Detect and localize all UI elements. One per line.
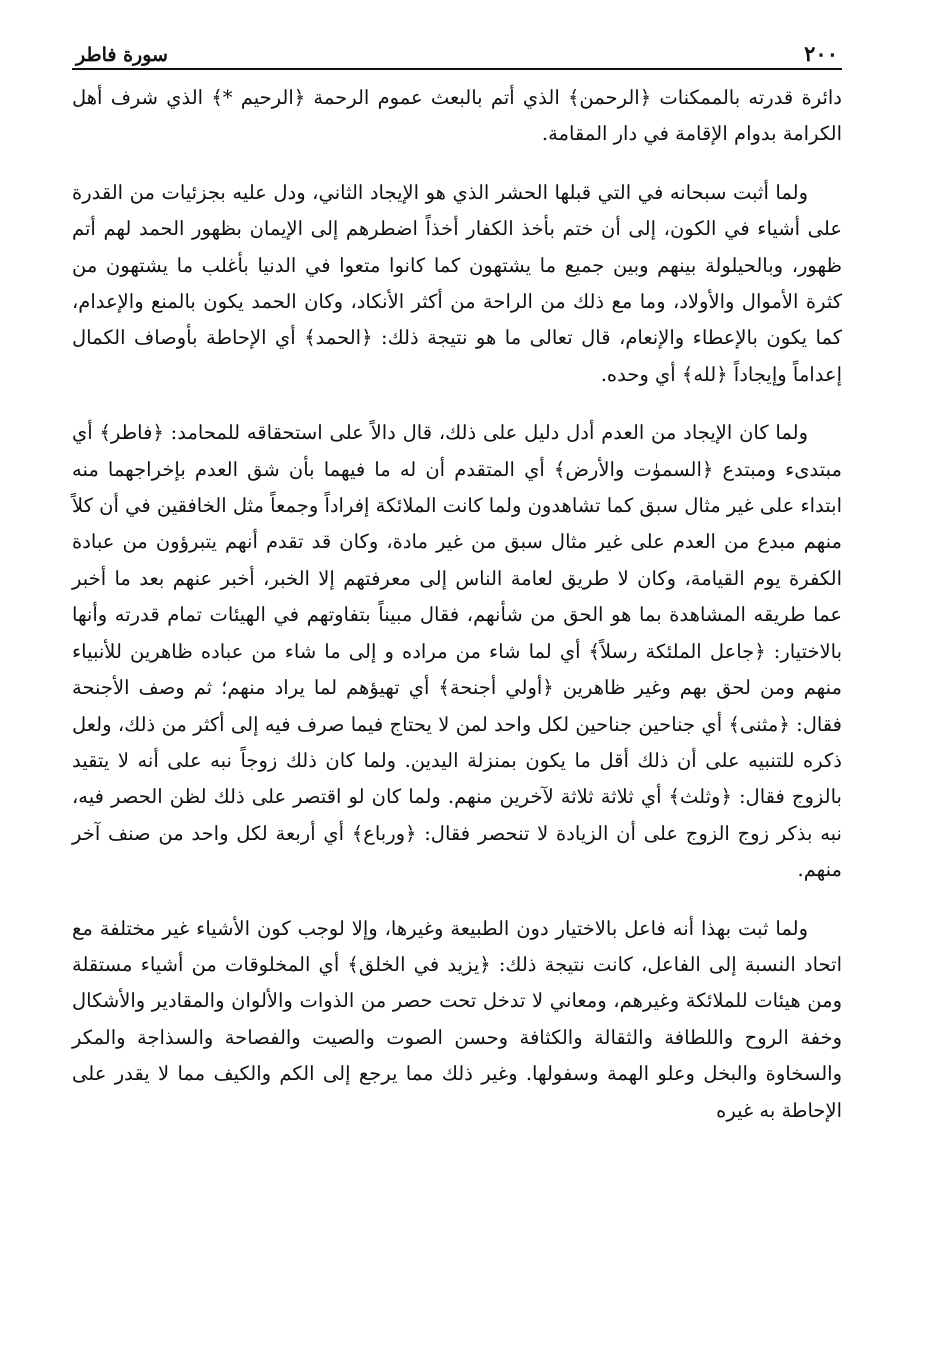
paragraph: ولما ثبت بهذا أنه فاعل بالاختيار دون الطبيعة وغيرها، وإلا لوجب كون الأشياء غير مختلفة مع اتحاد النسبة إلى الفاعل، كانت نتيجة ذلك: ﴿يزيد في الخلق﴾ أي المخلوقات من أشياء مستقلة ومن هيئات للملائكة وغيرهم، ومعاني لا تدخل تحت حصر من الذوات والألوان والمقادير والأشكال وخفة الروح واللطافة والثقالة والكثافة وحسن الصوت والصيت والفصاحة والسذاجة والمكر والسخاوة والبخل وعلو الهمة وسفولها. وغير ذلك مما يرجع إلى الكم والكيف مما لا يقدر على الإحاطة به غيره [72,916,842,1122]
body-text [72,80,842,1129]
paragraph: ولما كان الإيجاد من العدم أدل دليل على ذلك، قال دالاً على استحقاقه للمحامد: ﴿فاطر﴾ أي مبتدىء ومبتدع ﴿السموٰت والأرض﴾ أي المتقدم أن له ما فيهما بأن شق العدم بإخراجهما منه ابتداء على غير مثال سبق كما تشاهدون ولما كانت الملائكة إفراداً وجمعاً مثل الخافقين في أن كلاً منهم مبدع من العدم على غير مثال سبق من غير مادة، وكان قد تقدم أنهم يتبرؤون من عبادة الكفرة يوم القيامة، وكان لا طريق لعامة الناس إلى معرفتهم إلا الخبر، أخبر عنهم بعد ما أخبر عما طريقه المشاهدة بما هو الحق من شأنهم، فقال مبيناً بتفاوتهم في الهيئات تمام قدرته وأنها بالاختيار: ﴿جاعل الملئكة رسلاً﴾ أي لما شاء من مراده و إلى ما شاء من عباده ظاهرين للأنبياء منهم ومن لحق بهم وغير ظاهرين ﴿أولي أجنحة﴾ أي تهيؤهم لما يراد منهم؛ ثم وصف الأجنحة فقال: ﴿مثنى﴾ أي جناحين جناحين لكل واحد لمن لا يحتاج فيما صرف فيه إلى أكثر من ذلك، ولعل ذكره للتنبيه على أن ذلك أقل ما يكون بمنزلة اليدين. ولما كان ذلك زوجاً نبه على أنه لا يتقيد بالزوج فقال: ﴿وثلث﴾ أي ثلاثة ثلاثة لآخرين منهم. ولما كان لو اقتصر على ذلك لظن الحصر فيه، نبه بذكر زوج الزوج على أن الزيادة لا تنحصر فقال: ﴿ورباع﴾ أي أربعة لكل واحد من صنف آخر منهم. [72,421,842,882]
book-page [72,32,842,1332]
paragraph-continuation: دائرة قدرته بالممكنات ﴿الرحمن﴾ الذي أتم بالبعث عموم الرحمة ﴿الرحيم *﴾ الذي شرف أهل الكرامة بدوام الإقامة في دار المقامة. [72,86,842,146]
running-header [72,32,842,70]
surah-title: سورة فاطر [76,44,168,66]
page-number: ٢٠٠ [804,41,838,66]
paragraph: ولما أثبت سبحانه في التي قبلها الحشر الذي هو الإيجاد الثاني، ودل عليه بجزئيات من القدرة على أشياء في الكون، إلى أن ختم بأخذ الكفار أخذاً اضطرهم إلى الإيمان بظهور الحمد لهم أتم ظهور، وبالحيلولة بينهم وبين جميع ما يشتهون كما كانوا متعوا في الدنيا بأغلب ما يشتهون من كثرة الأموال والأولاد، وما مع ذلك من الراحة من أكثر الأنكاد، وكان الحمد يكون بالمنع والإعدام، كما يكون بالإعطاء والإنعام، قال تعالى ما هو نتيجة ذلك: ﴿الحمد﴾ أي الإحاطة بأوصاف الكمال إعداماً وإيجاداً ﴿لله﴾ أي وحده. [72,180,842,386]
